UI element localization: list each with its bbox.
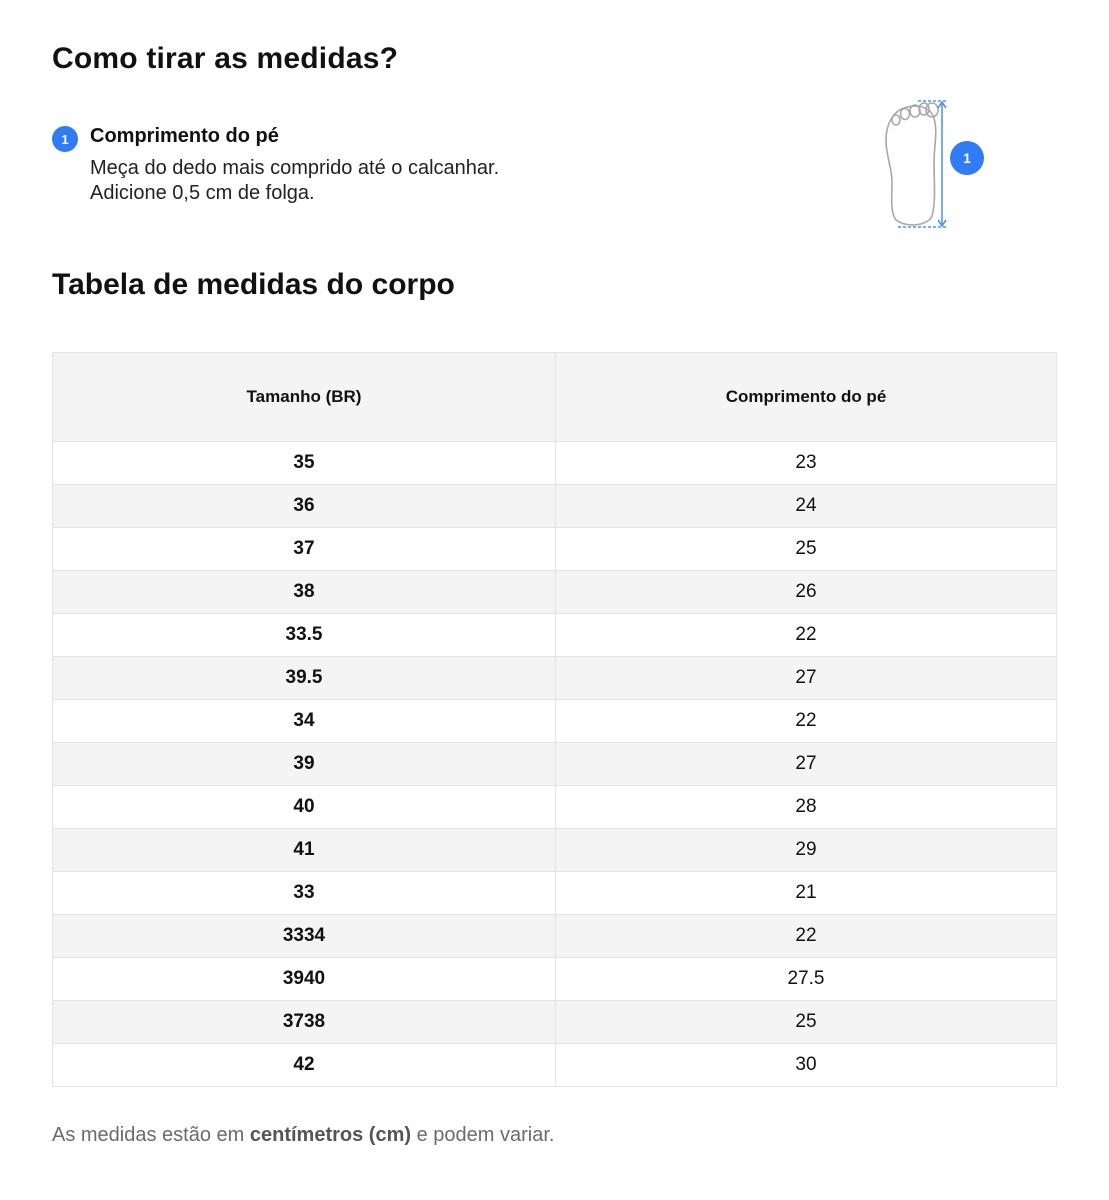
units-footnote — [52, 1124, 554, 1147]
step-number-badge: 1 — [52, 126, 78, 152]
table-row — [53, 872, 1057, 915]
foot-length-cell: 26 — [556, 571, 1057, 614]
foot-length-cell: 27 — [556, 657, 1057, 700]
foot-length-cell: 21 — [556, 872, 1057, 915]
column-header-size: Tamanho (BR) — [53, 353, 556, 442]
footnote-units: centímetros (cm) — [249, 1124, 412, 1146]
foot-length-cell: 23 — [556, 442, 1057, 485]
foot-length-cell: 22 — [556, 614, 1057, 657]
size-cell: 39.5 — [53, 657, 556, 700]
size-cell: 38 — [53, 571, 556, 614]
size-cell: 41 — [53, 829, 556, 872]
foot-length-cell: 22 — [556, 915, 1057, 958]
size-cell: 39 — [53, 743, 556, 786]
foot-length-cell: 28 — [556, 786, 1057, 829]
size-cell: 35 — [53, 442, 556, 485]
foot-length-cell: 25 — [556, 528, 1057, 571]
size-cell: 37 — [53, 528, 556, 571]
table-row — [53, 571, 1057, 614]
size-cell: 34 — [53, 700, 556, 743]
footnote-text-start: As medidas estão em — [52, 1124, 250, 1146]
table-row — [53, 786, 1057, 829]
table-header-row — [53, 353, 1057, 442]
size-table-title: Tabela de medidas do corpo — [52, 268, 455, 301]
footnote-text-end: e podem variar. — [411, 1124, 555, 1146]
size-cell: 33.5 — [53, 614, 556, 657]
table-row — [53, 614, 1057, 657]
size-cell: 3738 — [53, 1001, 556, 1044]
table-row — [53, 485, 1057, 528]
size-cell: 42 — [53, 1044, 556, 1087]
foot-length-cell: 29 — [556, 829, 1057, 872]
table-row — [53, 657, 1057, 700]
table-row — [53, 700, 1057, 743]
step-description: Meça do dedo mais comprido até o calcanhar. Adicione 0,5 cm de folga. — [90, 157, 500, 204]
step-title: Comprimento do pé — [90, 125, 279, 147]
size-cell: 3334 — [53, 915, 556, 958]
foot-length-cell: 27.5 — [556, 958, 1057, 1001]
foot-length-cell: 25 — [556, 1001, 1057, 1044]
foot-length-cell: 30 — [556, 1044, 1057, 1087]
table-row — [53, 1001, 1057, 1044]
foot-length-cell: 27 — [556, 743, 1057, 786]
table-row — [53, 442, 1057, 485]
figure-marker-label: 1 — [963, 150, 971, 166]
size-cell: 36 — [53, 485, 556, 528]
foot-length-cell: 22 — [556, 700, 1057, 743]
foot-length-cell: 24 — [556, 485, 1057, 528]
table-row — [53, 958, 1057, 1001]
foot-outline-icon — [876, 96, 996, 236]
table-row — [53, 829, 1057, 872]
table-row — [53, 743, 1057, 786]
size-cell: 33 — [53, 872, 556, 915]
size-cell: 40 — [53, 786, 556, 829]
size-cell: 3940 — [53, 958, 556, 1001]
table-row — [53, 915, 1057, 958]
table-row — [53, 1044, 1057, 1087]
table-row — [53, 528, 1057, 571]
column-header-foot-length: Comprimento do pé — [556, 353, 1057, 442]
size-table — [52, 352, 1057, 1087]
page-title: Como tirar as medidas? — [52, 42, 399, 75]
